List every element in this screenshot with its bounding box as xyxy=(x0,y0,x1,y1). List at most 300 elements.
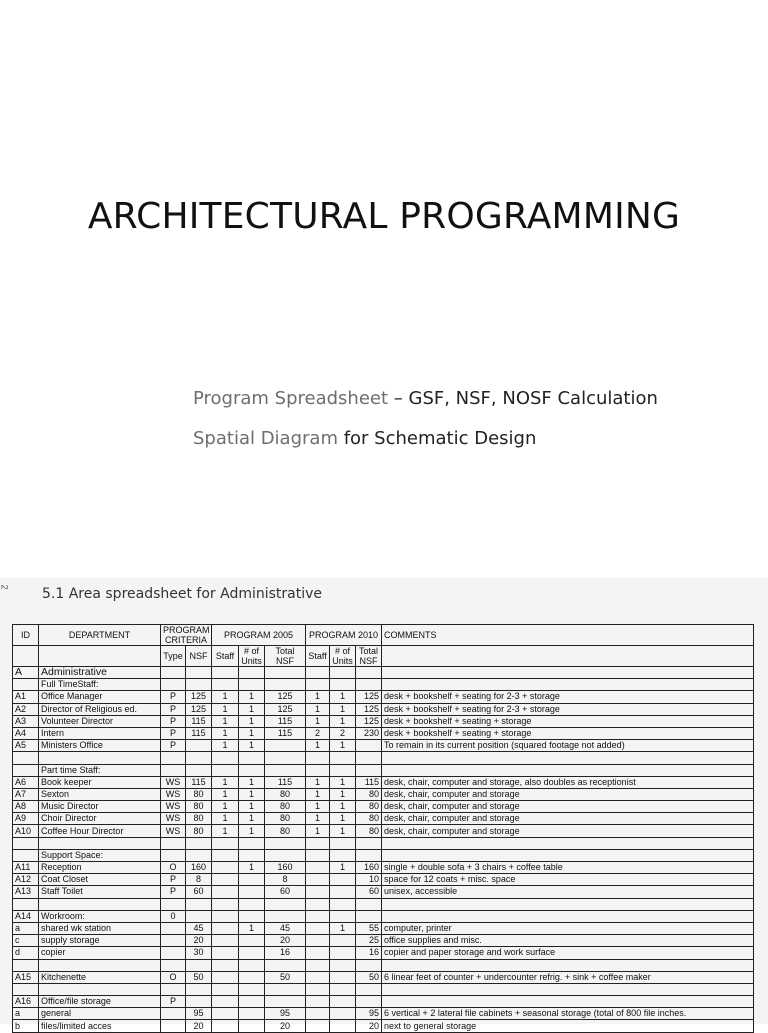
table-cell-comment xyxy=(382,959,754,971)
table-cell-t05: 115 xyxy=(265,727,306,739)
table-cell-type: O xyxy=(161,971,186,983)
table-cell-t10 xyxy=(356,740,382,752)
table-cell-t05 xyxy=(265,667,306,679)
table-cell-type: WS xyxy=(161,813,186,825)
table-cell-s10 xyxy=(306,1020,330,1032)
table-cell-t10: 115 xyxy=(356,776,382,788)
table-cell-u10: 1 xyxy=(330,703,356,715)
table-row xyxy=(13,727,754,739)
table-row xyxy=(13,1008,754,1020)
table-cell-id: c xyxy=(13,935,39,947)
subtitle-program-spreadsheet xyxy=(193,388,658,409)
table-cell-dept: Volunteer Director xyxy=(39,715,161,727)
scanned-spreadsheet xyxy=(0,578,768,1031)
table-cell-s05 xyxy=(212,886,239,898)
table-cell-t10: 80 xyxy=(356,788,382,800)
table-cell-nsf xyxy=(186,752,212,764)
table-cell-t05 xyxy=(265,849,306,861)
table-cell-dept: Staff Toilet xyxy=(39,886,161,898)
table-row xyxy=(13,740,754,752)
table-cell-u05 xyxy=(239,886,265,898)
table-cell-type xyxy=(161,1008,186,1020)
table-cell-dept xyxy=(39,983,161,995)
table-row xyxy=(13,996,754,1008)
table-cell-u10 xyxy=(330,1008,356,1020)
table-cell-s10: 1 xyxy=(306,691,330,703)
table-cell-comment: desk, chair, computer and storage xyxy=(382,801,754,813)
table-cell-nsf: 8 xyxy=(186,874,212,886)
table-cell-u10: 1 xyxy=(330,825,356,837)
table-cell-t10 xyxy=(356,837,382,849)
table-cell-u10 xyxy=(330,910,356,922)
table-cell-s05 xyxy=(212,898,239,910)
table-cell-s10: 2 xyxy=(306,727,330,739)
table-cell-dept: Support Space: xyxy=(39,849,161,861)
table-cell-s05 xyxy=(212,1008,239,1020)
table-row xyxy=(13,825,754,837)
table-cell-u05 xyxy=(239,983,265,995)
table-cell-t05: 160 xyxy=(265,862,306,874)
table-cell-id: A4 xyxy=(13,727,39,739)
table-cell-s05 xyxy=(212,922,239,934)
table-row xyxy=(13,1020,754,1032)
table-row xyxy=(13,862,754,874)
table-cell-s10 xyxy=(306,752,330,764)
table-cell-id: A3 xyxy=(13,715,39,727)
table-cell-id: A8 xyxy=(13,801,39,813)
table-cell-id: A15 xyxy=(13,971,39,983)
table-cell-s05 xyxy=(212,971,239,983)
table-cell-type xyxy=(161,1020,186,1032)
table-cell-s05 xyxy=(212,679,239,691)
table-cell-t10: 80 xyxy=(356,813,382,825)
table-cell-dept: Choir Director xyxy=(39,813,161,825)
table-cell-t05 xyxy=(265,740,306,752)
table-cell-u10: 1 xyxy=(330,740,356,752)
table-cell-t05: 8 xyxy=(265,874,306,886)
table-cell-s10 xyxy=(306,959,330,971)
table-cell-nsf: 125 xyxy=(186,691,212,703)
table-cell-comment: To remain in its current position (squared footage not added) xyxy=(382,740,754,752)
table-cell-nsf: 30 xyxy=(186,947,212,959)
table-cell-t05: 80 xyxy=(265,788,306,800)
table-cell-type: P xyxy=(161,727,186,739)
table-cell-t10 xyxy=(356,679,382,691)
table-cell-dept: Office Manager xyxy=(39,691,161,703)
table-cell-u05 xyxy=(239,679,265,691)
table-cell-type: P xyxy=(161,874,186,886)
subtitle-spatial-diagram-label: Spatial Diagram xyxy=(193,428,338,449)
table-cell-s05 xyxy=(212,667,239,679)
table-cell-type xyxy=(161,935,186,947)
table-cell-u10 xyxy=(330,959,356,971)
table-cell-u10 xyxy=(330,849,356,861)
table-cell-s05 xyxy=(212,752,239,764)
header-total-nsf-2005: Total NSF xyxy=(265,646,306,667)
table-cell-u05: 1 xyxy=(239,727,265,739)
table-cell-s05 xyxy=(212,837,239,849)
table-cell-s05: 1 xyxy=(212,776,239,788)
table-cell-id: A11 xyxy=(13,862,39,874)
table-cell-comment xyxy=(382,983,754,995)
table-cell-nsf: 115 xyxy=(186,715,212,727)
table-cell-u10 xyxy=(330,874,356,886)
table-cell-nsf xyxy=(186,983,212,995)
subtitle-program-spreadsheet-label: Program Spreadsheet xyxy=(193,388,389,409)
table-cell-nsf: 80 xyxy=(186,825,212,837)
table-cell-dept: Office/file storage xyxy=(39,996,161,1008)
table-cell-dept xyxy=(39,898,161,910)
table-cell-comment: 6 vertical + 2 lateral file cabinets + seasonal storage (total of 800 file inches. xyxy=(382,1008,754,1020)
table-cell-t05 xyxy=(265,764,306,776)
table-cell-s10 xyxy=(306,837,330,849)
table-cell-t10: 20 xyxy=(356,1020,382,1032)
table-cell-u05 xyxy=(239,910,265,922)
table-row xyxy=(13,691,754,703)
table-cell-comment: desk, chair, computer and storage xyxy=(382,788,754,800)
table-cell-s05: 1 xyxy=(212,703,239,715)
table-cell-s05 xyxy=(212,1020,239,1032)
table-cell-t05 xyxy=(265,983,306,995)
table-cell-t05: 16 xyxy=(265,947,306,959)
subtitle-spatial-diagram xyxy=(193,428,536,449)
table-cell-type xyxy=(161,764,186,776)
table-row xyxy=(13,703,754,715)
table-cell-t10: 50 xyxy=(356,971,382,983)
table-row xyxy=(13,788,754,800)
table-cell-comment xyxy=(382,910,754,922)
table-cell-s10 xyxy=(306,886,330,898)
header-id: ID xyxy=(13,625,39,646)
table-cell-id: A9 xyxy=(13,813,39,825)
table-cell-nsf: 60 xyxy=(186,886,212,898)
table-cell-comment: computer, printer xyxy=(382,922,754,934)
table-cell-s05: 1 xyxy=(212,788,239,800)
table-cell-dept: Administrative xyxy=(39,667,161,679)
table-cell-s10 xyxy=(306,874,330,886)
table-cell-t05: 50 xyxy=(265,971,306,983)
table-row xyxy=(13,752,754,764)
table-cell-s10 xyxy=(306,667,330,679)
table-cell-type: P xyxy=(161,703,186,715)
table-cell-comment: desk + bookshelf + seating for 2-3 + storage xyxy=(382,703,754,715)
table-cell-dept: Kitchenette xyxy=(39,971,161,983)
table-cell-t10: 80 xyxy=(356,801,382,813)
table-row xyxy=(13,801,754,813)
table-cell-t10 xyxy=(356,752,382,764)
table-cell-comment: desk, chair, computer and storage xyxy=(382,813,754,825)
table-cell-id xyxy=(13,849,39,861)
table-cell-type: P xyxy=(161,996,186,1008)
table-cell-s05: 1 xyxy=(212,825,239,837)
table-cell-comment: space for 12 coats + misc. space xyxy=(382,874,754,886)
table-cell-u05: 1 xyxy=(239,801,265,813)
table-cell-type: 0 xyxy=(161,910,186,922)
table-cell-s10 xyxy=(306,922,330,934)
table-cell-id: A6 xyxy=(13,776,39,788)
table-cell-s05: 1 xyxy=(212,727,239,739)
table-cell-u05: 1 xyxy=(239,862,265,874)
table-cell-u05 xyxy=(239,752,265,764)
table-cell-t10: 10 xyxy=(356,874,382,886)
page-mark: 2 xyxy=(0,584,10,590)
table-cell-s05 xyxy=(212,849,239,861)
table-cell-id: A10 xyxy=(13,825,39,837)
table-cell-type xyxy=(161,959,186,971)
table-cell-id: A7 xyxy=(13,788,39,800)
table-cell-comment: office supplies and misc. xyxy=(382,935,754,947)
table-cell-t05: 80 xyxy=(265,813,306,825)
table-cell-comment xyxy=(382,764,754,776)
table-cell-id xyxy=(13,898,39,910)
table-cell-u05 xyxy=(239,849,265,861)
table-cell-t10 xyxy=(356,764,382,776)
table-cell-s10 xyxy=(306,679,330,691)
table-cell-type xyxy=(161,898,186,910)
table-cell-comment: desk + bookshelf + seating + storage xyxy=(382,715,754,727)
table-cell-type xyxy=(161,837,186,849)
table-cell-comment xyxy=(382,898,754,910)
table-cell-u10: 1 xyxy=(330,862,356,874)
table-cell-t05: 20 xyxy=(265,1020,306,1032)
table-cell-u10: 1 xyxy=(330,922,356,934)
table-cell-s05 xyxy=(212,862,239,874)
table-cell-t05: 95 xyxy=(265,1008,306,1020)
table-cell-u05 xyxy=(239,996,265,1008)
table-cell-id: a xyxy=(13,1008,39,1020)
table-cell-id: A1 xyxy=(13,691,39,703)
table-cell-s10 xyxy=(306,849,330,861)
table-cell-type: P xyxy=(161,715,186,727)
table-cell-id xyxy=(13,764,39,776)
table-row xyxy=(13,971,754,983)
table-cell-t10 xyxy=(356,996,382,1008)
header-total-nsf-2010: Total NSF xyxy=(356,646,382,667)
table-cell-u10: 1 xyxy=(330,776,356,788)
header-staff-2005: Staff xyxy=(212,646,239,667)
table-row xyxy=(13,679,754,691)
table-cell-dept: supply storage xyxy=(39,935,161,947)
table-cell-id xyxy=(13,983,39,995)
table-cell-nsf: 80 xyxy=(186,801,212,813)
table-cell-u10 xyxy=(330,752,356,764)
table-cell-u05 xyxy=(239,959,265,971)
table-cell-nsf: 115 xyxy=(186,776,212,788)
header-program-2010: PROGRAM 2010 xyxy=(306,625,382,646)
table-cell-u10 xyxy=(330,667,356,679)
table-row xyxy=(13,667,754,679)
table-row xyxy=(13,898,754,910)
table-cell-s05 xyxy=(212,874,239,886)
table-cell-nsf xyxy=(186,679,212,691)
table-cell-nsf: 80 xyxy=(186,788,212,800)
table-cell-dept: Part time Staff: xyxy=(39,764,161,776)
table-cell-u10 xyxy=(330,971,356,983)
table-cell-u05 xyxy=(239,1020,265,1032)
table-cell-type xyxy=(161,849,186,861)
table-row xyxy=(13,764,754,776)
table-cell-type xyxy=(161,983,186,995)
table-cell-t05: 80 xyxy=(265,825,306,837)
table-cell-comment xyxy=(382,667,754,679)
table-cell-s10 xyxy=(306,971,330,983)
table-cell-s05 xyxy=(212,935,239,947)
header-nsf: NSF xyxy=(186,646,212,667)
table-cell-s05: 1 xyxy=(212,813,239,825)
table-cell-id: b xyxy=(13,1020,39,1032)
table-cell-u10 xyxy=(330,679,356,691)
table-cell-dept: general xyxy=(39,1008,161,1020)
table-cell-nsf: 45 xyxy=(186,922,212,934)
table-cell-s05 xyxy=(212,983,239,995)
table-cell-t05: 45 xyxy=(265,922,306,934)
table-cell-t05: 115 xyxy=(265,776,306,788)
table-cell-nsf xyxy=(186,849,212,861)
table-cell-id xyxy=(13,752,39,764)
table-cell-comment xyxy=(382,752,754,764)
table-cell-s10: 1 xyxy=(306,715,330,727)
table-cell-dept: Sexton xyxy=(39,788,161,800)
table-cell-t05: 115 xyxy=(265,715,306,727)
table-cell-s10 xyxy=(306,996,330,1008)
table-cell-comment: 6 linear feet of counter + undercounter refrig. + sink + coffee maker xyxy=(382,971,754,983)
table-row xyxy=(13,776,754,788)
table-cell-u05 xyxy=(239,1008,265,1020)
header-blank-cell xyxy=(13,646,39,667)
table-cell-t05: 20 xyxy=(265,935,306,947)
table-cell-id xyxy=(13,679,39,691)
table-cell-s10 xyxy=(306,764,330,776)
table-cell-t10: 160 xyxy=(356,862,382,874)
table-cell-t10: 125 xyxy=(356,715,382,727)
table-cell-type: WS xyxy=(161,788,186,800)
table-cell-t10: 60 xyxy=(356,886,382,898)
table-cell-id xyxy=(13,959,39,971)
table-cell-nsf xyxy=(186,910,212,922)
table-cell-t05 xyxy=(265,996,306,1008)
table-cell-comment: desk, chair, computer and storage xyxy=(382,825,754,837)
table-cell-s05: 1 xyxy=(212,740,239,752)
table-cell-u05 xyxy=(239,947,265,959)
table-cell-id: d xyxy=(13,947,39,959)
table-row xyxy=(13,813,754,825)
table-cell-dept: Coffee Hour Director xyxy=(39,825,161,837)
table-row xyxy=(13,922,754,934)
table-cell-id xyxy=(13,837,39,849)
header-type: Type xyxy=(161,646,186,667)
table-cell-type: WS xyxy=(161,776,186,788)
table-cell-comment: desk + bookshelf + seating + storage xyxy=(382,727,754,739)
table-cell-u10: 2 xyxy=(330,727,356,739)
header-row-top xyxy=(13,625,754,646)
header-comments: COMMENTS xyxy=(382,625,754,646)
table-cell-id: A5 xyxy=(13,740,39,752)
table-cell-dept xyxy=(39,959,161,971)
table-cell-u05: 1 xyxy=(239,813,265,825)
table-cell-comment: next to general storage xyxy=(382,1020,754,1032)
table-cell-u05 xyxy=(239,874,265,886)
table-cell-id: A14 xyxy=(13,910,39,922)
table-cell-u10 xyxy=(330,764,356,776)
table-cell-u10: 1 xyxy=(330,788,356,800)
table-cell-t05 xyxy=(265,910,306,922)
table-cell-dept: Ministers Office xyxy=(39,740,161,752)
table-cell-nsf xyxy=(186,667,212,679)
table-cell-u05 xyxy=(239,898,265,910)
table-cell-type xyxy=(161,679,186,691)
table-cell-dept: copier xyxy=(39,947,161,959)
table-cell-type: P xyxy=(161,740,186,752)
table-cell-nsf: 20 xyxy=(186,935,212,947)
table-cell-u05 xyxy=(239,667,265,679)
table-cell-s10 xyxy=(306,910,330,922)
table-row xyxy=(13,886,754,898)
table-cell-type: P xyxy=(161,691,186,703)
table-cell-u10: 1 xyxy=(330,801,356,813)
table-cell-s10: 1 xyxy=(306,776,330,788)
subtitle-program-spreadsheet-detail: – GSF, NSF, NOSF Calculation xyxy=(388,388,658,409)
table-cell-u10: 1 xyxy=(330,813,356,825)
table-cell-dept: Book keeper xyxy=(39,776,161,788)
table-cell-t05: 60 xyxy=(265,886,306,898)
table-row xyxy=(13,983,754,995)
header-units-2005: # of Units xyxy=(239,646,265,667)
table-cell-u05: 1 xyxy=(239,715,265,727)
table-cell-t10 xyxy=(356,910,382,922)
table-cell-u10: 1 xyxy=(330,691,356,703)
table-cell-t10: 16 xyxy=(356,947,382,959)
header-blank-cell xyxy=(382,646,754,667)
table-cell-u05: 1 xyxy=(239,691,265,703)
table-row xyxy=(13,935,754,947)
table-cell-comment xyxy=(382,679,754,691)
header-staff-2010: Staff xyxy=(306,646,330,667)
table-cell-t10: 230 xyxy=(356,727,382,739)
table-cell-type: WS xyxy=(161,825,186,837)
area-spreadsheet-table xyxy=(12,624,754,1033)
table-cell-t05 xyxy=(265,752,306,764)
table-cell-u05 xyxy=(239,837,265,849)
table-cell-dept: Coat Closet xyxy=(39,874,161,886)
table-cell-id: A xyxy=(13,667,39,679)
table-cell-u05: 1 xyxy=(239,922,265,934)
spreadsheet-heading: 5.1 Area spreadsheet for Administrative xyxy=(42,586,323,602)
header-program-2005: PROGRAM 2005 xyxy=(212,625,306,646)
table-cell-s05: 1 xyxy=(212,691,239,703)
table-cell-u05 xyxy=(239,971,265,983)
header-department: DEPARTMENT xyxy=(39,625,161,646)
table-cell-comment: desk, chair, computer and storage, also doubles as receptionist xyxy=(382,776,754,788)
table-cell-t10: 125 xyxy=(356,691,382,703)
table-cell-s05 xyxy=(212,959,239,971)
table-cell-s10 xyxy=(306,862,330,874)
table-cell-dept: Reception xyxy=(39,862,161,874)
table-cell-comment: single + double sofa + 3 chairs + coffee table xyxy=(382,862,754,874)
table-cell-u10 xyxy=(330,886,356,898)
table-cell-dept: Director of Religious ed. xyxy=(39,703,161,715)
table-cell-comment xyxy=(382,837,754,849)
table-cell-type: WS xyxy=(161,801,186,813)
table-cell-u10: 1 xyxy=(330,715,356,727)
table-cell-dept: files/limited acces xyxy=(39,1020,161,1032)
table-cell-t05 xyxy=(265,837,306,849)
table-cell-comment: copier and paper storage and work surface xyxy=(382,947,754,959)
table-cell-dept: Full TimeStaff: xyxy=(39,679,161,691)
table-cell-t10: 80 xyxy=(356,825,382,837)
table-cell-nsf: 50 xyxy=(186,971,212,983)
table-cell-comment: unisex, accessible xyxy=(382,886,754,898)
table-cell-id: A2 xyxy=(13,703,39,715)
